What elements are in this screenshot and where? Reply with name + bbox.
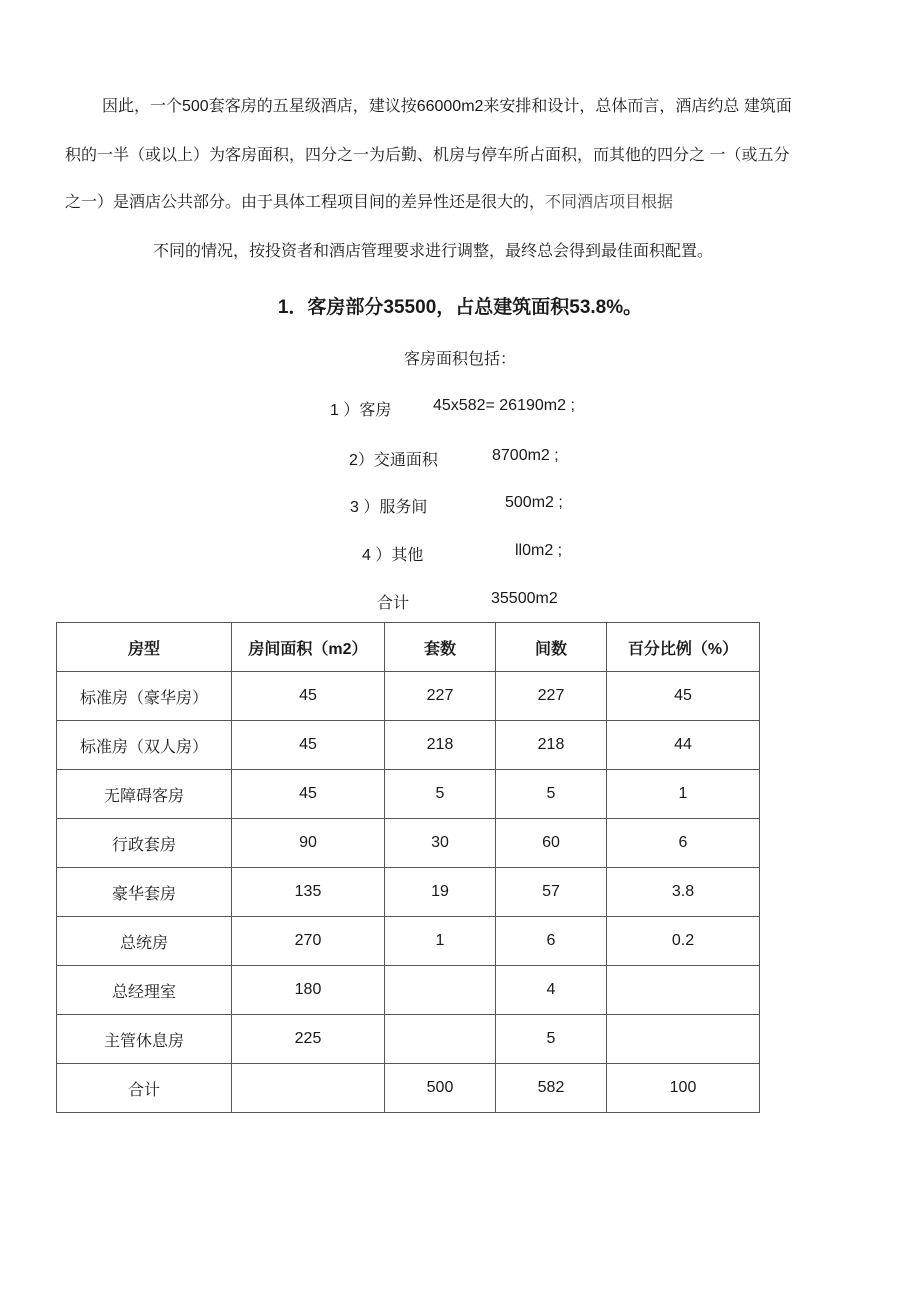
header-suites: 套数 — [385, 623, 496, 672]
cell-suites: 500 — [385, 1064, 496, 1113]
cell-room-type: 豪华套房 — [57, 868, 232, 917]
cell-room-type: 行政套房 — [57, 819, 232, 868]
section-title: 1．客房部分35500，占总建筑面积53.8%。 — [277, 297, 643, 318]
table-row — [57, 721, 760, 770]
cell-suites: 5 — [385, 770, 496, 819]
item-4-value: ll0m2 ; — [515, 542, 563, 559]
cell-suites: 1 — [385, 917, 496, 966]
cell-room-type: 标准房（双人房） — [57, 721, 232, 770]
cell-room-area: 90 — [232, 819, 385, 868]
cell-room-area: 180 — [232, 966, 385, 1015]
table-row — [57, 966, 760, 1015]
table-row — [57, 917, 760, 966]
paragraph-line-3-main: 之一）是酒店公共部分。由于具体工程项目间的差异性还是很大的， — [65, 194, 546, 211]
item-1-label: 1 ）客房 — [330, 402, 392, 419]
cell-percentage: 44 — [607, 721, 760, 770]
paragraph-line-4: 不同的情况，按投资者和酒店管理要求进行调整，最终总会得到最佳面积配置。 — [153, 243, 714, 260]
cell-rooms: 57 — [496, 868, 607, 917]
table-row — [57, 1015, 760, 1064]
cell-rooms: 6 — [496, 917, 607, 966]
cell-room-area — [232, 1064, 385, 1113]
cell-rooms: 582 — [496, 1064, 607, 1113]
cell-rooms: 60 — [496, 819, 607, 868]
cell-room-area: 45 — [232, 770, 385, 819]
item-total-label: 合计 — [377, 595, 410, 612]
area-intro: 客房面积包括： — [403, 351, 516, 368]
cell-percentage — [607, 966, 760, 1015]
cell-suites: 227 — [385, 672, 496, 721]
item-total-value: 35500m2 — [491, 590, 558, 607]
cell-percentage: 100 — [607, 1064, 760, 1113]
cell-room-area: 270 — [232, 917, 385, 966]
item-4-label: 4 ）其他 — [362, 547, 424, 564]
cell-rooms: 4 — [496, 966, 607, 1015]
cell-percentage: 6 — [607, 819, 760, 868]
paragraph-line-1: 因此，一个500套客房的五星级酒店，建议按66000m2来安排和设计，总体而言，酒店约总 建筑面 — [102, 98, 792, 115]
cell-suites: 218 — [385, 721, 496, 770]
item-3-label: 3 ）服务间 — [350, 499, 428, 516]
cell-room-type: 总经理室 — [57, 966, 232, 1015]
cell-room-type: 合计 — [57, 1064, 232, 1113]
cell-room-area: 135 — [232, 868, 385, 917]
cell-suites — [385, 966, 496, 1015]
cell-room-type: 标准房（豪华房） — [57, 672, 232, 721]
cell-suites: 19 — [385, 868, 496, 917]
table-row — [57, 868, 760, 917]
paragraph-line-3-tail: 不同酒店项目根据 — [545, 194, 674, 211]
header-rooms: 间数 — [496, 623, 607, 672]
cell-percentage: 1 — [607, 770, 760, 819]
cell-suites: 30 — [385, 819, 496, 868]
paragraph-line-3 — [65, 193, 673, 213]
cell-room-area: 45 — [232, 721, 385, 770]
table-row — [57, 819, 760, 868]
cell-room-area: 45 — [232, 672, 385, 721]
room-type-table — [56, 622, 760, 1113]
cell-room-area: 225 — [232, 1015, 385, 1064]
table-row — [57, 672, 760, 721]
item-2-value: 8700m2 ; — [492, 447, 559, 464]
table-total-row — [57, 1064, 760, 1113]
cell-rooms: 5 — [496, 1015, 607, 1064]
cell-percentage — [607, 1015, 760, 1064]
table-row — [57, 770, 760, 819]
cell-rooms: 218 — [496, 721, 607, 770]
cell-percentage: 3.8 — [607, 868, 760, 917]
table-header-row — [57, 623, 760, 672]
header-percentage: 百分比例（%） — [607, 623, 760, 672]
cell-room-type: 无障碍客房 — [57, 770, 232, 819]
cell-suites — [385, 1015, 496, 1064]
header-room-area: 房间面积（m2） — [232, 623, 385, 672]
item-2-label: 2）交通面积 — [349, 452, 438, 469]
item-1-value: 45x582= 26190m2 ; — [433, 397, 575, 414]
cell-room-type: 主管休息房 — [57, 1015, 232, 1064]
cell-rooms: 227 — [496, 672, 607, 721]
cell-percentage: 45 — [607, 672, 760, 721]
cell-percentage: 0.2 — [607, 917, 760, 966]
item-3-value: 500m2 ; — [505, 494, 563, 511]
cell-rooms: 5 — [496, 770, 607, 819]
header-room-type: 房型 — [57, 623, 232, 672]
cell-room-type: 总统房 — [57, 917, 232, 966]
paragraph-line-2: 积的一半（或以上）为客房面积，四分之一为后勤、机房与停车所占面积，而其他的四分之 一（或五分 — [65, 147, 790, 164]
